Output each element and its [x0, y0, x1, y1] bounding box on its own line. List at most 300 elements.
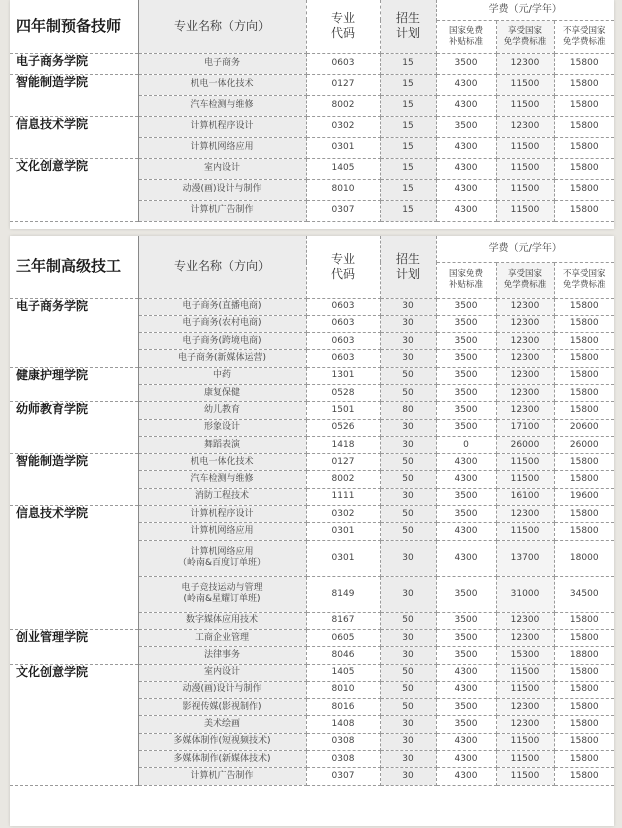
major-code: 0301	[306, 523, 380, 540]
fee-non-exempt: 15800	[554, 402, 614, 419]
major-code: 0302	[306, 116, 380, 137]
enrollment-plan: 50	[380, 699, 436, 716]
fee-non-exempt: 15800	[554, 733, 614, 750]
table-row	[10, 664, 614, 681]
table-row	[10, 158, 614, 179]
fee-subsidy: 3500	[436, 333, 496, 350]
major-name-line1: 影视传媒(影视制作)	[182, 701, 262, 712]
fee-exempt: 12300	[496, 384, 554, 401]
fee-exempt: 11500	[496, 523, 554, 540]
fee-non-exempt: 15800	[554, 384, 614, 401]
major-name	[138, 298, 306, 315]
code-header	[306, 236, 380, 298]
major-name	[138, 419, 306, 436]
enrollment-plan: 50	[380, 506, 436, 523]
enrollment-plan: 50	[380, 523, 436, 540]
major-name-line1: 计算机程序设计	[190, 121, 254, 131]
college-name: 文化创意学院	[10, 158, 138, 221]
code-header	[306, 0, 380, 53]
fee-non-exempt: 20600	[554, 419, 614, 436]
major-name-line1: 计算机广告制作	[190, 205, 254, 215]
fee-non-exempt: 15800	[554, 116, 614, 137]
enrollment-plan: 30	[380, 419, 436, 436]
three-year-table-body	[10, 298, 614, 785]
fee-subsidy: 3500	[436, 506, 496, 523]
major-name	[138, 333, 306, 350]
fee-exempt: 12300	[496, 612, 554, 629]
fee-non-exempt: 15800	[554, 699, 614, 716]
section-title: 四年制预备技师	[10, 0, 138, 53]
table-row	[10, 402, 614, 419]
fee-non-exempt: 15800	[554, 612, 614, 629]
major-name	[138, 733, 306, 750]
fee-exempt: 12300	[496, 699, 554, 716]
fee-non-exempt: 15800	[554, 681, 614, 698]
fee-subsidy: 4300	[436, 137, 496, 158]
enrollment-plan: 15	[380, 74, 436, 95]
major-code: 8002	[306, 95, 380, 116]
code-header-line2: 代码	[330, 26, 355, 41]
fee-non-exempt: 15800	[554, 629, 614, 646]
major-name-line1: 电子商务(农村电商)	[182, 318, 262, 329]
fee2-header	[496, 20, 554, 53]
fee-exempt: 12300	[496, 315, 554, 332]
college-name: 智能制造学院	[10, 454, 138, 506]
fee-non-exempt: 15800	[554, 523, 614, 540]
major-code: 0308	[306, 733, 380, 750]
enrollment-plan: 15	[380, 200, 436, 221]
three-year-table-card	[10, 236, 614, 826]
major-code: 0526	[306, 419, 380, 436]
major-code: 8010	[306, 681, 380, 698]
fee3-header-line2: 免学费标准	[562, 36, 606, 47]
fee-exempt: 26000	[496, 436, 554, 453]
college-name: 健康护理学院	[10, 367, 138, 402]
fee-subsidy: 4300	[436, 454, 496, 471]
fee-subsidy: 4300	[436, 179, 496, 200]
fee-non-exempt: 34500	[554, 576, 614, 612]
fee1-header	[436, 262, 496, 298]
code-header-line1: 专业	[330, 251, 355, 266]
college-name: 幼师教育学院	[10, 402, 138, 454]
major-name	[138, 506, 306, 523]
major-name-line1: 康复保健	[203, 387, 240, 398]
fee2-header	[496, 262, 554, 298]
plan-header-line2: 计划	[395, 266, 420, 281]
fee-non-exempt: 15800	[554, 367, 614, 384]
major-name	[138, 716, 306, 733]
major-code: 0528	[306, 384, 380, 401]
major-name-line1: 幼儿教育	[203, 404, 240, 415]
fee-exempt: 11500	[496, 664, 554, 681]
major-name	[138, 384, 306, 401]
fee-non-exempt: 26000	[554, 436, 614, 453]
fee-non-exempt: 15800	[554, 158, 614, 179]
major-name	[138, 751, 306, 768]
major-name-line1: 计算机网络应用	[190, 142, 254, 152]
enrollment-plan: 30	[380, 298, 436, 315]
enrollment-plan: 30	[380, 733, 436, 750]
major-name-line1: 电子商务	[203, 58, 240, 68]
enrollment-plan: 30	[380, 488, 436, 505]
major-name	[138, 137, 306, 158]
enrollment-plan: 30	[380, 768, 436, 785]
fee2-header-line1: 享受国家	[507, 25, 542, 36]
major-name-line2: （岭南&百度订单班）	[177, 558, 267, 569]
major-code: 0127	[306, 74, 380, 95]
major-name-line1: 法律事务	[203, 649, 240, 660]
major-name	[138, 612, 306, 629]
fee-subsidy: 4300	[436, 751, 496, 768]
table-row	[10, 53, 614, 74]
fee-exempt: 11500	[496, 733, 554, 750]
fee-exempt: 12300	[496, 402, 554, 419]
major-code: 8149	[306, 576, 380, 612]
college-name: 电子商务学院	[10, 298, 138, 367]
fee-non-exempt: 15800	[554, 298, 614, 315]
fee-subsidy: 4300	[436, 768, 496, 785]
section-title: 三年制高级技工	[10, 236, 138, 298]
table-row	[10, 116, 614, 137]
major-name-line1: 计算机网络应用	[190, 526, 254, 536]
fee-subsidy: 3500	[436, 419, 496, 436]
major-name	[138, 179, 306, 200]
fee-exempt: 15300	[496, 647, 554, 664]
major-name	[138, 576, 306, 612]
fee1-header-line2: 补贴标准	[448, 280, 483, 290]
fee3-header	[554, 262, 614, 298]
fee-non-exempt: 15800	[554, 137, 614, 158]
fee-non-exempt: 15800	[554, 471, 614, 488]
major-code: 0307	[306, 768, 380, 785]
major-name-line1: 电子竞技运动与管理	[181, 583, 263, 594]
fee2-header-line1: 享受国家	[507, 269, 542, 279]
enrollment-plan: 15	[380, 179, 436, 200]
major-code: 0302	[306, 506, 380, 523]
major-name	[138, 664, 306, 681]
fee-subsidy: 3500	[436, 647, 496, 664]
fee-subsidy: 4300	[436, 523, 496, 540]
fee-subsidy: 3500	[436, 298, 496, 315]
three-year-table	[10, 236, 614, 786]
enrollment-plan: 30	[380, 647, 436, 664]
fee-subsidy: 3500	[436, 576, 496, 612]
major-code: 1301	[306, 367, 380, 384]
major-code: 1405	[306, 664, 380, 681]
fee-exempt: 11500	[496, 74, 554, 95]
fee-exempt: 12300	[496, 53, 554, 74]
enrollment-plan: 15	[380, 53, 436, 74]
fee-subsidy: 3500	[436, 53, 496, 74]
major-code: 8010	[306, 179, 380, 200]
fee-exempt: 11500	[496, 137, 554, 158]
major-code: 0301	[306, 540, 380, 576]
major-name	[138, 74, 306, 95]
major-name-line1: 计算机程序设计	[190, 508, 254, 519]
fee-exempt: 12300	[496, 333, 554, 350]
major-code: 1111	[306, 488, 380, 505]
fee-exempt: 13700	[496, 540, 554, 576]
fee-subsidy: 3500	[436, 116, 496, 137]
major-name-line1: 动漫(画)设计与制作	[182, 684, 262, 695]
fee-subsidy: 3500	[436, 716, 496, 733]
fee-exempt: 11500	[496, 471, 554, 488]
college-name: 电子商务学院	[10, 53, 138, 74]
plan-header-line1: 招生	[395, 251, 420, 266]
enrollment-plan: 15	[380, 158, 436, 179]
fee-non-exempt: 15800	[554, 315, 614, 332]
major-name-line1: 多媒体制作(短视频技术)	[173, 736, 271, 747]
major-name-line1: 形象设计	[203, 422, 240, 433]
fee-subsidy: 3500	[436, 488, 496, 505]
enrollment-plan: 30	[380, 333, 436, 350]
plan-header	[380, 0, 436, 53]
fee-non-exempt: 18800	[554, 647, 614, 664]
fee-non-exempt: 15800	[554, 716, 614, 733]
fee-exempt: 11500	[496, 454, 554, 471]
code-header-line2: 代码	[330, 266, 355, 281]
major-name-line1: 汽车检测与维修	[190, 474, 254, 485]
plan-header	[380, 236, 436, 298]
fee-exempt: 12300	[496, 716, 554, 733]
major-code: 0603	[306, 53, 380, 74]
major-code: 0603	[306, 298, 380, 315]
four-year-table-card	[10, 0, 614, 229]
major-name	[138, 367, 306, 384]
fee-subsidy: 3500	[436, 315, 496, 332]
major-name	[138, 768, 306, 785]
major-name-line1: 计算机广告制作	[190, 770, 254, 781]
major-header: 专业名称（方向）	[138, 236, 306, 298]
fee-non-exempt: 15800	[554, 664, 614, 681]
enrollment-plan: 50	[380, 454, 436, 471]
fee-subsidy: 4300	[436, 733, 496, 750]
table-row	[10, 629, 614, 646]
major-code: 8016	[306, 699, 380, 716]
fee-exempt: 11500	[496, 95, 554, 116]
college-name: 信息技术学院	[10, 506, 138, 630]
enrollment-plan: 30	[380, 540, 436, 576]
fee-exempt: 11500	[496, 681, 554, 698]
major-name	[138, 488, 306, 505]
major-code: 1405	[306, 158, 380, 179]
fee-subsidy: 3500	[436, 612, 496, 629]
fee-non-exempt: 15800	[554, 454, 614, 471]
enrollment-plan: 15	[380, 116, 436, 137]
fee-subsidy: 4300	[436, 200, 496, 221]
table-row	[10, 454, 614, 471]
major-code: 0307	[306, 200, 380, 221]
fee-subsidy: 3500	[436, 402, 496, 419]
fee-exempt: 12300	[496, 298, 554, 315]
table-row	[10, 506, 614, 523]
major-name-line1: 多媒体制作(新媒体技术)	[173, 753, 271, 764]
four-year-table	[10, 0, 614, 222]
fee-exempt: 12300	[496, 506, 554, 523]
major-name	[138, 53, 306, 74]
fee-exempt: 11500	[496, 179, 554, 200]
fee-exempt: 12300	[496, 367, 554, 384]
fee-non-exempt: 15800	[554, 506, 614, 523]
enrollment-plan: 30	[380, 576, 436, 612]
enrollment-plan: 50	[380, 384, 436, 401]
fee3-header	[554, 20, 614, 53]
fee-subsidy: 4300	[436, 681, 496, 698]
fee1-header	[436, 20, 496, 53]
fee-subsidy: 3500	[436, 350, 496, 367]
major-code: 0603	[306, 333, 380, 350]
major-name-line1: 电子商务(直播电商)	[182, 301, 262, 312]
table-row	[10, 367, 614, 384]
enrollment-plan: 30	[380, 629, 436, 646]
major-name	[138, 350, 306, 367]
fee1-header-line1: 国家免费	[448, 25, 483, 36]
major-code: 0127	[306, 454, 380, 471]
table-row	[10, 74, 614, 95]
fee-subsidy: 4300	[436, 158, 496, 179]
major-code: 0308	[306, 751, 380, 768]
enrollment-plan: 30	[380, 315, 436, 332]
fee-group-header: 学费（元/学年）	[436, 236, 614, 262]
major-name	[138, 158, 306, 179]
fee-exempt: 12300	[496, 350, 554, 367]
major-name	[138, 116, 306, 137]
fee-non-exempt: 15800	[554, 350, 614, 367]
major-name-line1: 室内设计	[203, 667, 240, 678]
major-name	[138, 471, 306, 488]
enrollment-plan: 30	[380, 751, 436, 768]
enrollment-plan: 15	[380, 95, 436, 116]
major-name-line1: 数字媒体应用技术	[185, 615, 258, 626]
major-code: 0605	[306, 629, 380, 646]
plan-header-line1: 招生	[395, 11, 420, 26]
fee-exempt: 11500	[496, 158, 554, 179]
four-year-table-body	[10, 53, 614, 221]
college-name: 信息技术学院	[10, 116, 138, 158]
major-code: 1408	[306, 716, 380, 733]
fee-subsidy: 4300	[436, 664, 496, 681]
fee-exempt: 12300	[496, 116, 554, 137]
major-name	[138, 454, 306, 471]
fee1-header-line1: 国家免费	[448, 269, 483, 279]
fee2-header-line2: 免学费标准	[503, 280, 547, 290]
fee3-header-line1: 不享受国家	[562, 25, 606, 36]
enrollment-plan: 15	[380, 137, 436, 158]
major-name	[138, 699, 306, 716]
fee2-header-line2: 免学费标准	[503, 36, 547, 47]
fee-exempt: 31000	[496, 576, 554, 612]
fee-non-exempt: 18000	[554, 540, 614, 576]
college-name: 创业管理学院	[10, 629, 138, 664]
major-name-line1: 消防工程技术	[194, 491, 249, 502]
fee-subsidy: 4300	[436, 74, 496, 95]
enrollment-plan: 50	[380, 612, 436, 629]
fee3-header-line1: 不享受国家	[562, 269, 606, 279]
major-name-line1: 室内设计	[203, 163, 240, 173]
fee-non-exempt: 15800	[554, 768, 614, 785]
enrollment-plan: 50	[380, 367, 436, 384]
fee-non-exempt: 15800	[554, 74, 614, 95]
major-name	[138, 402, 306, 419]
major-name	[138, 681, 306, 698]
fee-non-exempt: 19600	[554, 488, 614, 505]
major-name-line1: 汽车检测与维修	[190, 100, 254, 110]
major-name	[138, 647, 306, 664]
major-name	[138, 540, 306, 576]
fee-exempt: 11500	[496, 200, 554, 221]
enrollment-plan: 30	[380, 350, 436, 367]
plan-header-line2: 计划	[395, 26, 420, 41]
major-name	[138, 523, 306, 540]
fee-exempt: 11500	[496, 768, 554, 785]
fee3-header-line2: 免学费标准	[562, 280, 606, 290]
major-code: 8046	[306, 647, 380, 664]
major-name	[138, 95, 306, 116]
college-name: 文化创意学院	[10, 664, 138, 785]
code-header-line1: 专业	[330, 11, 355, 26]
major-code: 0301	[306, 137, 380, 158]
major-name-line1: 工商企业管理	[194, 632, 249, 643]
fee-subsidy: 4300	[436, 95, 496, 116]
fee-subsidy: 3500	[436, 367, 496, 384]
fee-non-exempt: 15800	[554, 95, 614, 116]
major-name-line2: (岭南&星耀订单班)	[183, 594, 261, 605]
enrollment-plan: 50	[380, 681, 436, 698]
enrollment-plan: 80	[380, 402, 436, 419]
fee-exempt: 11500	[496, 751, 554, 768]
fee-non-exempt: 15800	[554, 53, 614, 74]
major-name-line1: 计算机网络应用	[190, 547, 254, 558]
fee-subsidy: 3500	[436, 384, 496, 401]
enrollment-plan: 50	[380, 664, 436, 681]
enrollment-plan: 50	[380, 471, 436, 488]
major-name-line1: 机电一体化技术	[190, 456, 254, 467]
major-name	[138, 629, 306, 646]
college-name: 智能制造学院	[10, 74, 138, 116]
fee-non-exempt: 15800	[554, 200, 614, 221]
major-name-line1: 中药	[212, 370, 231, 381]
fee-group-header: 学费（元/学年）	[436, 0, 614, 20]
table-row	[10, 298, 614, 315]
fee-exempt: 16100	[496, 488, 554, 505]
fee-subsidy: 0	[436, 436, 496, 453]
enrollment-plan: 30	[380, 436, 436, 453]
major-code: 1501	[306, 402, 380, 419]
major-name	[138, 200, 306, 221]
major-name-line1: 电子商务(跨境电商)	[182, 335, 262, 346]
major-code: 0603	[306, 350, 380, 367]
fee-exempt: 12300	[496, 629, 554, 646]
major-name-line1: 动漫(画)设计与制作	[182, 184, 262, 194]
major-header: 专业名称（方向）	[138, 0, 306, 53]
major-name-line1: 美术绘画	[203, 719, 240, 730]
fee1-header-line2: 补贴标准	[448, 36, 483, 47]
major-name-line1: 舞蹈表演	[203, 439, 240, 450]
major-code: 1418	[306, 436, 380, 453]
major-name	[138, 315, 306, 332]
major-name-line1: 电子商务(新媒体运营)	[177, 353, 267, 364]
fee-subsidy: 3500	[436, 699, 496, 716]
fee-exempt: 17100	[496, 419, 554, 436]
major-name	[138, 436, 306, 453]
fee-subsidy: 4300	[436, 540, 496, 576]
enrollment-plan: 30	[380, 716, 436, 733]
fee-non-exempt: 15800	[554, 179, 614, 200]
fee-subsidy: 4300	[436, 471, 496, 488]
major-name-line1: 机电一体化技术	[190, 79, 254, 89]
major-code: 8167	[306, 612, 380, 629]
major-code: 0603	[306, 315, 380, 332]
